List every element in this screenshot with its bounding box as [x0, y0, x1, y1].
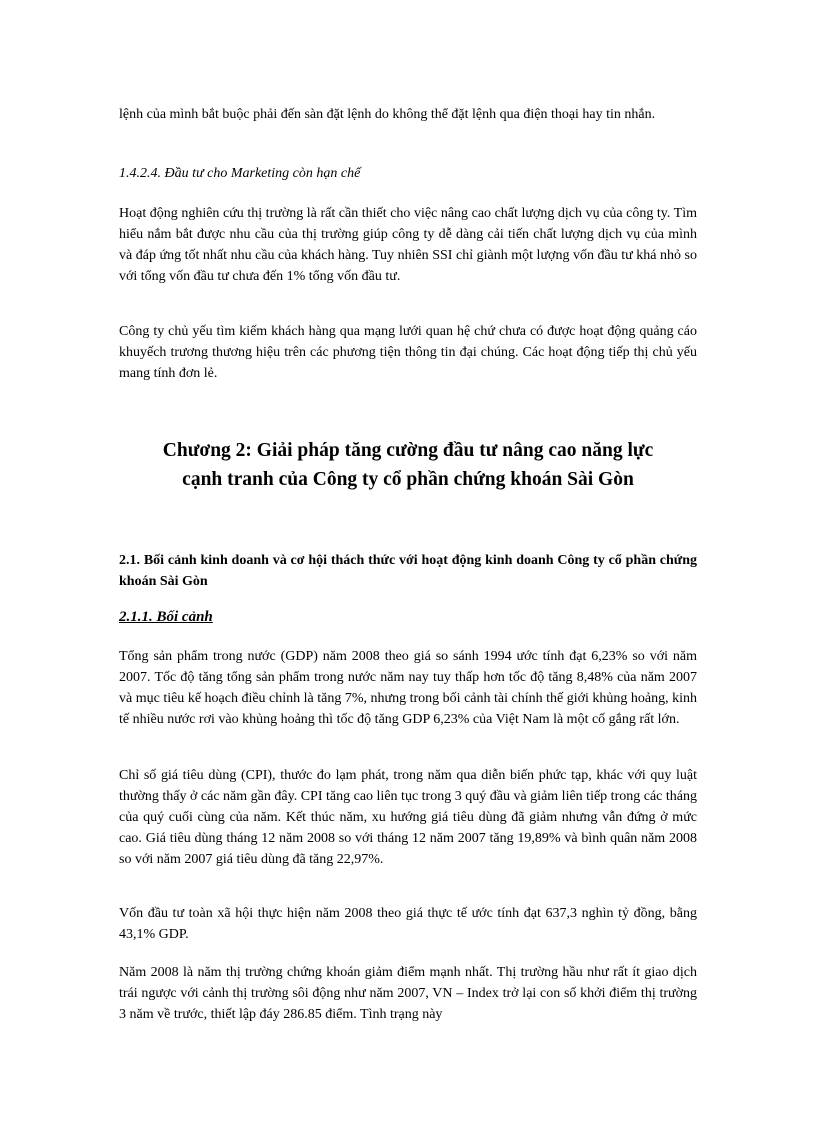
- subheading-1-4-2-4: 1.4.2.4. Đầu tư cho Marketing còn hạn chế: [119, 166, 361, 181]
- section-heading-2-1: 2.1. Bối cảnh kinh doanh và cơ hội thách thức với hoạt động kinh doanh Công ty cổ phần chứng khoán Sài Gòn: [119, 553, 697, 589]
- paragraph-market-research: Hoạt động nghiên cứu thị trường là rất cần thiết cho việc nâng cao chất lượng dịch vụ của công ty. Tìm hiểu nắm bắt được nhu cầu của thị trường giúp công ty dễ dàng cải tiến chất lượng dịch vụ của mình và đáp ứng tốt nhất nhu cầu của khách hàng. Tuy nhiên SSI chỉ giành một lượng vốn đầu tư khá nhỏ so với tổng vốn đầu tư chưa đến 1% tổng vốn đầu tư.: [119, 206, 697, 284]
- paragraph-cpi: Chỉ số giá tiêu dùng (CPI), thước đo lạm phát, trong năm qua diễn biến phức tạp, khác với quy luật thường thấy ở các năm gần đây. CPI tăng cao liên tục trong 3 quý đầu và giảm liên tiếp trong các tháng của quý cuối cùng của năm. Kết thúc năm, xu hướng giá tiêu dùng đã giảm nhưng vẫn đứng ở mức cao. Giá tiêu dùng tháng 12 năm 2008 so với tháng 12 năm 2007 tăng 19,89% và bình quân năm 2008 so với năm 2007 giá tiêu dùng đã tăng 22,97%.: [119, 768, 697, 867]
- chapter-title-line-2: cạnh tranh của Công ty cổ phần chứng khoán Sài Gòn: [182, 469, 634, 490]
- chapter-title-line-1: Chương 2: Giải pháp tăng cường đầu tư nâng cao năng lực: [162, 440, 654, 461]
- section-heading-2-1-1: 2.1.1. Bối cảnh: [119, 609, 213, 625]
- paragraph-customer-search: Công ty chủ yếu tìm kiếm khách hàng qua mạng lưới quan hệ chứ chưa có được hoạt động quảng cáo khuyếch trương thương hiệu trên các phương tiện thông tin đại chúng. Các hoạt động tiếp thị chủ yếu mang tính đơn lẻ.: [119, 324, 697, 381]
- paragraph-order-placement: lệnh của mình bắt buộc phải đến sàn đặt lệnh do không thể đặt lệnh qua điện thoại hay tin nhắn.: [119, 107, 656, 122]
- paragraph-gdp: Tổng sản phẩm trong nước (GDP) năm 2008 theo giá so sánh 1994 ước tính đạt 6,23% so với năm 2007. Tốc độ tăng tổng sản phẩm trong nước năm nay tuy thấp hơn tốc độ tăng 8,48% của năm 2007 và mục tiêu kế hoạch điều chỉnh là tăng 7%, nhưng trong bối cảnh tài chính thế giới khủng hoảng, kinh tế nhiều nước rơi vào khủng hoảng thì tốc độ tăng GDP 6,23% của Việt Nam là một cố gắng rất lớn.: [119, 649, 697, 727]
- paragraph-stock-market: Năm 2008 là năm thị trường chứng khoán giảm điểm mạnh nhất. Thị trường hầu như rất ít giao dịch trái ngược với cảnh thị trường sôi động như năm 2007, VN – Index trở lại con số khởi điểm thị trường 3 năm về trước, thiết lập đáy 286.85 điểm. Tình trạng này: [119, 965, 697, 1022]
- paragraph-investment: Vốn đầu tư toàn xã hội thực hiện năm 2008 theo giá thực tế ước tính đạt 637,3 nghìn tỷ đồng, bằng 43,1% GDP.: [119, 906, 697, 942]
